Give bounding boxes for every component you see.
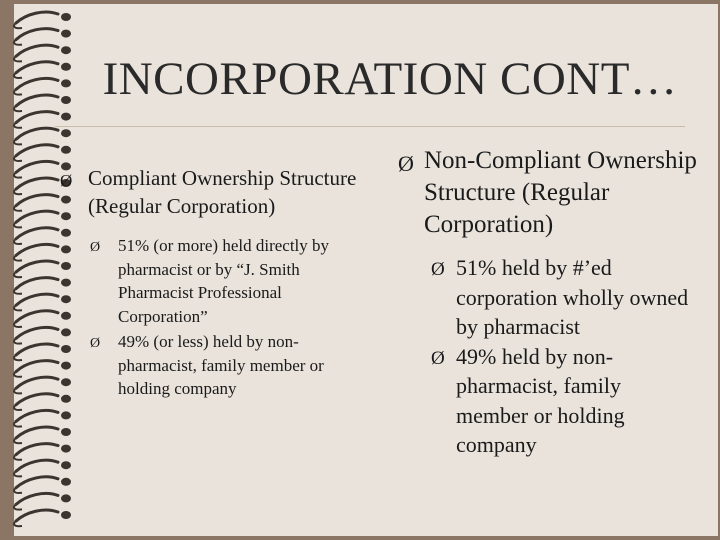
right-heading-item bbox=[398, 145, 698, 241]
right-heading: Non-Compliant Ownership Structure (Regular Corporation) bbox=[424, 147, 697, 238]
left-heading-item bbox=[60, 164, 360, 220]
binding-ring bbox=[14, 78, 71, 94]
binding-ring bbox=[14, 410, 71, 426]
binding-ring bbox=[14, 45, 71, 61]
binding-ring bbox=[14, 12, 71, 28]
arrow-bullet-icon: Ø bbox=[431, 259, 445, 280]
left-subitem bbox=[60, 330, 360, 401]
right-subitem bbox=[398, 253, 698, 342]
binding-ring bbox=[14, 477, 71, 493]
binding-ring bbox=[14, 29, 71, 45]
left-column bbox=[60, 164, 360, 401]
binding-ring bbox=[14, 460, 71, 476]
binding-ring bbox=[14, 95, 71, 111]
binding-ring bbox=[14, 145, 71, 161]
left-subitem-text: 49% (or less) held by non-pharmacist, family member or holding company bbox=[118, 332, 324, 398]
arrow-bullet-icon: Ø bbox=[60, 171, 73, 190]
right-subitem bbox=[398, 342, 698, 460]
left-subitem bbox=[60, 234, 360, 328]
arrow-bullet-icon: Ø bbox=[431, 347, 445, 369]
right-subitem-text: 51% held by #’ed corporation wholly owned by pharmacist bbox=[456, 255, 689, 339]
left-subitem-text: 51% (or more) held directly by pharmacist or by “J. Smith Pharmacist Professional Corporation” bbox=[118, 236, 330, 326]
title-divider bbox=[55, 126, 685, 127]
slide-title: INCORPORATION CONT… bbox=[102, 53, 678, 105]
arrow-bullet-icon: Ø bbox=[90, 336, 101, 351]
binding-ring bbox=[14, 493, 71, 509]
arrow-bullet-icon: Ø bbox=[90, 240, 101, 255]
binding-ring bbox=[14, 510, 71, 526]
left-heading: Compliant Ownership Structure (Regular Corporation) bbox=[88, 166, 357, 218]
binding-ring bbox=[14, 62, 71, 78]
right-column bbox=[398, 145, 698, 460]
binding-ring bbox=[14, 128, 71, 144]
right-subitem-text: 49% held by non-pharmacist, family member or holding company bbox=[456, 343, 625, 457]
arrow-bullet-icon: Ø bbox=[398, 151, 414, 176]
binding-ring bbox=[14, 427, 71, 443]
binding-ring bbox=[14, 444, 71, 460]
